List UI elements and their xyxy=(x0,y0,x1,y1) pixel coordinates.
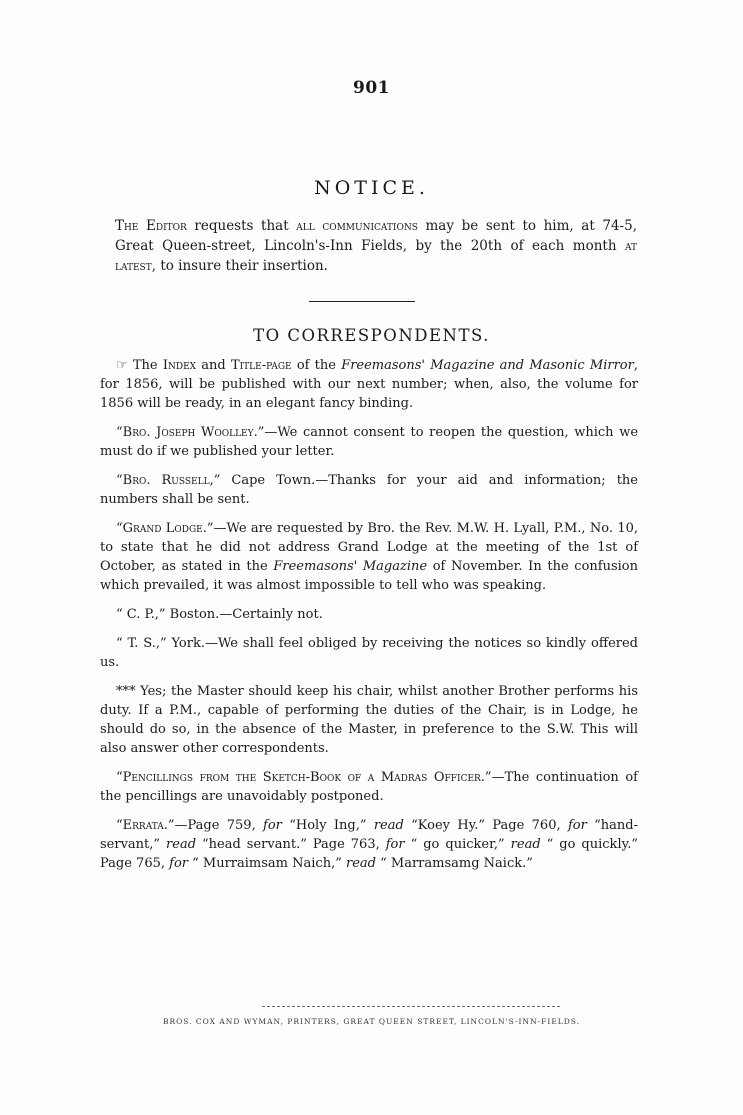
entry-text: .”—We are requested by Bro. the Rev. M.W. H. Lyall, P.M., No. 10, to state that he did not address Grand Lodge at the meeting of the 1st of October, as stated in the xyxy=(100,521,638,574)
entry-text: of November. In the confusion which prevailed, it was almost impossible to tell who was speaking. xyxy=(100,559,639,593)
entry-text: , for 1856, will be published with our next number; when, also, the volume for 1856 will be ready, in an elegant fancy binding. xyxy=(100,358,638,411)
errata-for: for xyxy=(385,837,405,852)
entry-russell xyxy=(100,471,638,509)
entry-text: .”—We cannot consent to reopen the question, which we must do if we published your letter. xyxy=(100,425,639,459)
printer-imprint: BROS. COX AND WYMAN, PRINTERS, GREAT QUEEN STREET, LINCOLN'S-INN-FIELDS. xyxy=(162,1017,581,1026)
entry-addressee: Pencillings from the Sketch-Book of a Madras Officer xyxy=(122,770,481,785)
entry-text: “hand-servant,” xyxy=(100,818,638,852)
correspondents-list xyxy=(100,356,638,883)
entry-index-title-page xyxy=(100,356,638,413)
errata-read: read xyxy=(166,837,197,852)
entry-master-chair: *** Yes; the Master should keep his chair, whilst another Brother performs his duty. If a P.M., capable of performing the duties of the Chair, is in Lodge, he should do so, in the absence of the Master, in preference to the S.W. This will also answer other correspondents. xyxy=(100,684,638,756)
entry-addressee: Errata xyxy=(122,818,164,833)
notice-heading: NOTICE. xyxy=(314,177,429,199)
magazine-title: Freemasons' Magazine and Masonic Mirror xyxy=(341,358,634,373)
pointing-hand-icon: ☞ xyxy=(116,358,128,373)
entry-pencillings xyxy=(100,768,638,806)
magazine-title: Freemasons' Magazine xyxy=(273,559,428,574)
notice-editor: The Editor xyxy=(115,218,187,234)
entry-cp-boston: “ C. P.,” Boston.—Certainly not. xyxy=(116,607,323,622)
entry-addressee: Grand Lodge xyxy=(122,521,203,536)
entry-title-page-label: Title-page xyxy=(230,358,292,373)
entry-index-label: Index xyxy=(162,358,197,373)
entry-errata xyxy=(100,816,638,873)
notice-text-2: may be sent to him, at 74-5, Great Queen-street, Lincoln's-Inn Fields, by the 20th of each month xyxy=(115,218,638,254)
notice-text-1: requests that xyxy=(186,218,297,234)
entry-text: The xyxy=(127,358,163,373)
entry-text: “ xyxy=(116,818,123,833)
entry-woolley xyxy=(100,423,638,461)
errata-read: read xyxy=(346,856,376,871)
entry-text: “Koey Hy.” Page 760, xyxy=(403,818,568,833)
entry-addressee: Bro. Russell xyxy=(122,473,210,488)
page-number: 901 xyxy=(353,78,390,98)
entry-text: .”—The continuation of the pencillings are unavoidably postponed. xyxy=(100,770,638,804)
errata-for: for xyxy=(169,856,188,871)
entry-text: “ xyxy=(116,770,123,785)
correspondents-heading: TO CORRESPONDENTS. xyxy=(253,326,490,345)
entry-text: “ xyxy=(116,521,123,536)
entry-ts-york: “ T. S.,” York.—We shall feel obliged by receiving the notices so kindly offered us. xyxy=(100,636,638,670)
errata-for: for xyxy=(567,818,587,833)
entry-text: “ xyxy=(116,425,123,440)
notice-all-communications: all communications xyxy=(296,218,418,234)
errata-read: read xyxy=(510,837,541,852)
entry-text: ,” Cape Town.—Thanks for your aid and information; the numbers shall be sent. xyxy=(100,473,638,507)
entry-text: “ Marramsamg Naick.” xyxy=(375,856,533,871)
entry-text: “head servant.” Page 763, xyxy=(196,837,386,852)
entry-text: and xyxy=(196,358,231,373)
entry-addressee: Bro. Joseph Woolley xyxy=(122,425,254,440)
entry-text: “ Murraimsam Naich,” xyxy=(188,856,346,871)
entry-text: “ xyxy=(116,473,123,488)
entry-text: “ go quickly.” Page 765, xyxy=(100,837,638,871)
footer-divider xyxy=(262,1006,560,1007)
notice-text-3: , to insure their insertion. xyxy=(151,258,328,274)
entry-text: “ go quicker,” xyxy=(404,837,511,852)
errata-read: read xyxy=(373,818,404,833)
entry-text: of the xyxy=(291,358,342,373)
entry-text: “Holy Ing,” xyxy=(281,818,374,833)
notice-at-latest: at latest xyxy=(115,238,637,274)
section-divider xyxy=(309,301,415,302)
notice-paragraph xyxy=(115,216,637,276)
entry-text: .”—Page 759, xyxy=(163,818,264,833)
entry-grand-lodge xyxy=(100,519,638,595)
errata-for: for xyxy=(263,818,282,833)
